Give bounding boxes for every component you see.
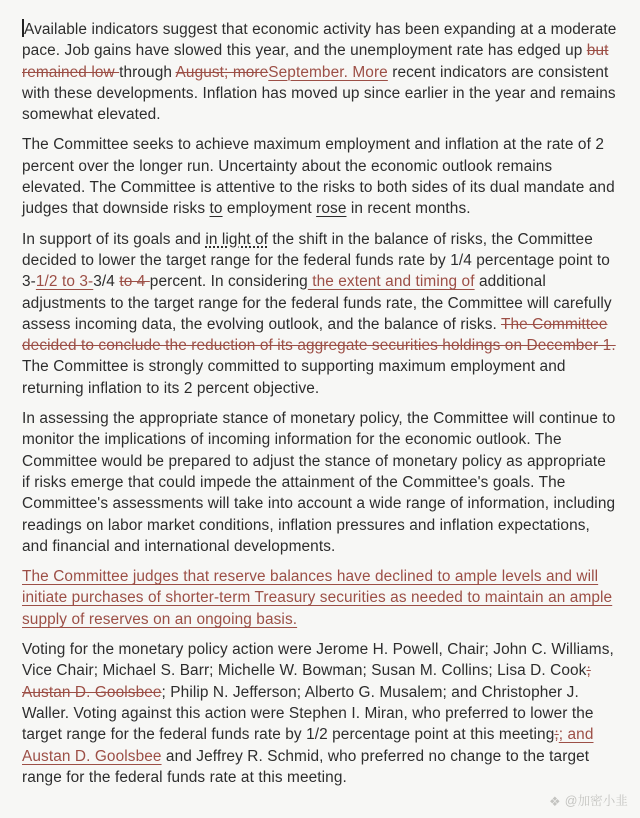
text-run: Voting for the monetary policy action were Jerome H. Powell, Chair; John C. Williams, Vice Chair; Michael S. Barr; Michelle W. Bowman; Susan M. Collins; Lisa D. Cook bbox=[22, 641, 614, 680]
inserted-text: September. More bbox=[268, 63, 388, 81]
deleted-text: to 4 bbox=[119, 273, 150, 291]
paragraph bbox=[22, 19, 618, 125]
paragraph bbox=[22, 408, 618, 557]
inserted-text: The Committee judges that reserve balances have declined to ample levels and will initiate purchases of shorter-term Treasury securities as needed to maintain an ample supply of reserves on an ongoing basis. bbox=[22, 568, 613, 628]
underlined-text: rose bbox=[316, 200, 347, 218]
text-run: through bbox=[119, 63, 176, 81]
text-run: In support of its goals and bbox=[22, 230, 206, 248]
text-run: percent. In considering bbox=[149, 273, 308, 291]
deleted-text: August; more bbox=[175, 63, 269, 81]
deleted-text: but remained low bbox=[22, 42, 609, 81]
text-run: In assessing the appropriate stance of monetary policy, the Committee will continue to monitor the implications of incoming information for the economic outlook. The Committee would be prepared to adjust the stance of monetary policy as appropriate if risks emerge that could impede the attainment of the Committee's goals. The Committee's assessments will take into account a wide range of information, including readings on labor market conditions, inflation pressures and inflation expectations, and financial and international developments. bbox=[22, 410, 616, 555]
text-run: the shift in the balance of risks, the Committee decided to lower the target range for the federal funds rate by 1/4 percentage point to 3- bbox=[22, 230, 610, 291]
paragraph bbox=[22, 229, 618, 399]
watermark-text: @加密小韭 bbox=[564, 793, 628, 808]
moved-text: in light of bbox=[205, 230, 269, 248]
text-run: The Committee seeks to achieve maximum employment and inflation at the rate of 2 percent over the longer run. Uncertainty about the economic outlook remains elevated. The Committee is attentive to the risks to both sides of its dual mandate and judges that downside risks bbox=[22, 136, 615, 218]
text-run: Available indicators suggest that economic activity has been expanding at a moderate pace. Job gains have slowed this year, and the unemployment rate has edged up bbox=[22, 21, 617, 60]
watermark bbox=[549, 791, 628, 812]
watermark-logo-icon: ❖ bbox=[549, 793, 561, 809]
text-run: recent indicators are consistent with these developments. Inflation has moved up since earlier in the year and remains somewhat elevated. bbox=[22, 63, 616, 124]
deleted-text: The Committee decided to conclude the reduction of its aggregate securities holdings on December 1. bbox=[22, 315, 616, 355]
paragraph bbox=[22, 639, 618, 788]
text-run: additional adjustments to the target range for the federal funds rate, the Committee will carefully assess incoming data, the evolving outlook, and the balance of risks. bbox=[22, 273, 612, 333]
inserted-text: 1/2 to 3- bbox=[35, 273, 94, 291]
underlined-text: to bbox=[209, 200, 223, 218]
text-run: 3/4 bbox=[93, 273, 120, 291]
deleted-text: ; Austan D. Goolsbee bbox=[22, 662, 591, 701]
text-run: The Committee is strongly committed to supporting maximum employment and returning inflation to its 2 percent objective. bbox=[22, 358, 566, 397]
text-run: employment bbox=[222, 200, 317, 218]
text-run: and Jeffrey R. Schmid, who preferred no change to the target range for the federal funds rate at this meeting. bbox=[22, 747, 590, 786]
text-run: ; Philip N. Jefferson; Alberto G. Musalem; and Christopher J. Waller. Voting against this action were Stephen I. Miran, who preferred to lower the target range for the federal funds rate by 1/2 percentage point at this meeting bbox=[22, 683, 594, 744]
paragraph bbox=[22, 134, 618, 219]
document-body[interactable] bbox=[22, 19, 618, 788]
paragraph bbox=[22, 566, 618, 630]
text-run: in recent months. bbox=[346, 200, 471, 218]
deleted-text: ; bbox=[554, 726, 559, 744]
inserted-text: ; and Austan D. Goolsbee bbox=[22, 726, 594, 765]
inserted-text: the extent and timing of bbox=[307, 273, 475, 291]
